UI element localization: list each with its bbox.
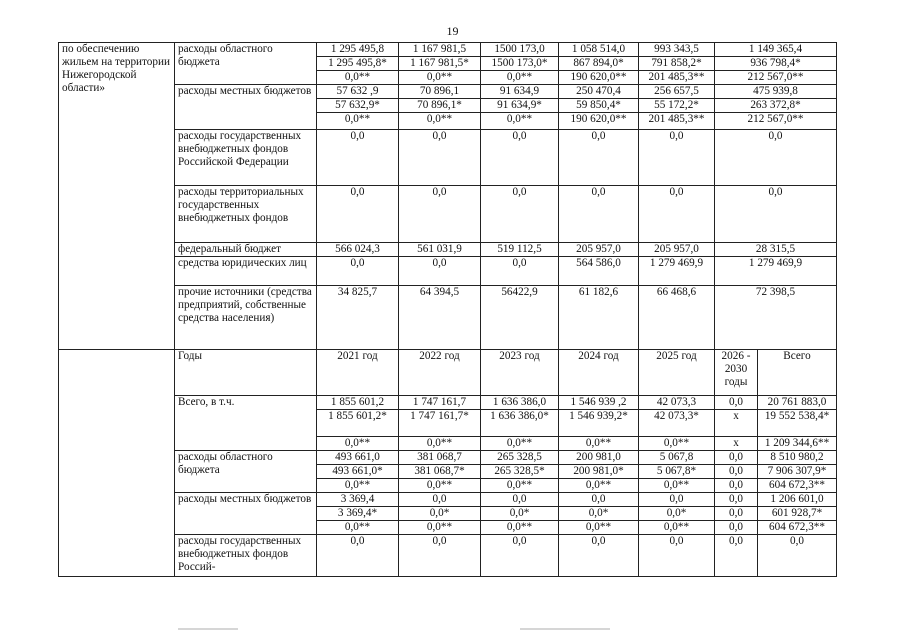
value-cell: 200 981,0*: [559, 465, 639, 479]
value-cell: 59 850,4*: [559, 99, 639, 113]
value-cell: 0,0: [715, 130, 837, 186]
value-cell: 1 206 601,0: [758, 493, 837, 507]
value-cell: 19 552 538,4*: [758, 410, 837, 437]
value-cell: 0,0: [715, 493, 758, 507]
year-header: 2026 - 2030 годы: [715, 350, 758, 396]
value-cell: 190 620,0**: [559, 71, 639, 85]
value-cell: 70 896,1*: [399, 99, 481, 113]
value-cell: 0,0: [481, 493, 559, 507]
value-cell: 604 672,3**: [758, 479, 837, 493]
year-header: 2025 год: [639, 350, 715, 396]
value-cell: 42 073,3*: [639, 410, 715, 437]
value-cell: 91 634,9: [481, 85, 559, 99]
value-cell: 0,0: [639, 130, 715, 186]
value-cell: 475 939,8: [715, 85, 837, 99]
value-cell: 566 024,3: [317, 243, 399, 257]
value-cell: 1 167 981,5*: [399, 57, 481, 71]
value-cell: 0,0: [317, 186, 399, 243]
value-cell: 0,0: [399, 493, 481, 507]
value-cell: 201 485,3**: [639, 71, 715, 85]
value-cell: 0,0**: [559, 479, 639, 493]
value-cell: 212 567,0**: [715, 113, 837, 130]
value-cell: 1 855 601,2*: [317, 410, 399, 437]
value-cell: 0,0: [481, 186, 559, 243]
value-cell: 72 398,5: [715, 286, 837, 350]
value-cell: 0,0: [715, 451, 758, 465]
value-cell: 1 058 514,0: [559, 43, 639, 57]
value-cell: 66 468,6: [639, 286, 715, 350]
value-cell: 0,0**: [317, 113, 399, 130]
value-cell: 0,0: [758, 535, 837, 577]
value-cell: 993 343,5: [639, 43, 715, 57]
value-cell: 20 761 883,0: [758, 396, 837, 410]
value-cell: 0,0**: [399, 113, 481, 130]
table-row: [59, 451, 837, 465]
value-cell: 5 067,8*: [639, 465, 715, 479]
value-cell: 1 546 939 ,2: [559, 396, 639, 410]
value-cell: 91 634,9*: [481, 99, 559, 113]
value-cell: 256 657,5: [639, 85, 715, 99]
value-cell: 263 372,8*: [715, 99, 837, 113]
value-cell: 0,0: [317, 535, 399, 577]
value-cell: 1 279 469,9: [639, 257, 715, 286]
row-label: расходы государственных внебюджетных фондов Российской Федерации: [175, 130, 317, 186]
table-row: [59, 186, 837, 243]
value-cell: 190 620,0**: [559, 113, 639, 130]
row-label: расходы государственных внебюджетных фондов Россий-: [175, 535, 317, 577]
year-header: 2024 год: [559, 350, 639, 396]
value-cell: 0,0: [639, 493, 715, 507]
value-cell: 0,0: [715, 521, 758, 535]
row-label: Всего, в т.ч.: [175, 396, 317, 451]
value-cell: 56422,9: [481, 286, 559, 350]
value-cell: х: [715, 410, 758, 437]
year-header: 2023 год: [481, 350, 559, 396]
table-row: [59, 257, 837, 286]
value-cell: 0,0: [481, 535, 559, 577]
value-cell: 0,0**: [399, 437, 481, 451]
value-cell: 867 894,0*: [559, 57, 639, 71]
value-cell: 0,0**: [559, 521, 639, 535]
value-cell: 250 470,4: [559, 85, 639, 99]
value-cell: 493 661,0*: [317, 465, 399, 479]
value-cell: 0,0**: [399, 479, 481, 493]
value-cell: 0,0: [399, 257, 481, 286]
value-cell: 0,0**: [481, 113, 559, 130]
value-cell: 1 546 939,2*: [559, 410, 639, 437]
value-cell: 1 149 365,4: [715, 43, 837, 57]
value-cell: 1 167 981,5: [399, 43, 481, 57]
value-cell: 55 172,2*: [639, 99, 715, 113]
budget-table: [58, 42, 837, 577]
value-cell: 0,0: [481, 130, 559, 186]
value-cell: 1 295 495,8*: [317, 57, 399, 71]
value-cell: 1500 173,0: [481, 43, 559, 57]
value-cell: 0,0**: [481, 521, 559, 535]
value-cell: 1 636 386,0*: [481, 410, 559, 437]
value-cell: 64 394,5: [399, 286, 481, 350]
row-label: прочие источники (средства предприятий, собственные средства населения): [175, 286, 317, 350]
value-cell: 0,0**: [317, 437, 399, 451]
value-cell: 0,0*: [559, 507, 639, 521]
value-cell: 70 896,1: [399, 85, 481, 99]
table-row: [59, 493, 837, 507]
value-cell: 3 369,4*: [317, 507, 399, 521]
table-row: [59, 396, 837, 410]
value-cell: 936 798,4*: [715, 57, 837, 71]
table-row: [59, 43, 837, 57]
value-cell: 0,0: [481, 257, 559, 286]
value-cell: 1 855 601,2: [317, 396, 399, 410]
value-cell: 5 067,8: [639, 451, 715, 465]
value-cell: 34 825,7: [317, 286, 399, 350]
value-cell: 601 928,7*: [758, 507, 837, 521]
value-cell: 0,0: [399, 535, 481, 577]
table-row: [59, 85, 837, 99]
value-cell: 0,0**: [481, 479, 559, 493]
value-cell: 0,0**: [317, 521, 399, 535]
value-cell: 1 295 495,8: [317, 43, 399, 57]
value-cell: 0,0**: [481, 71, 559, 85]
value-cell: 0,0: [399, 186, 481, 243]
row-label: средства юридических лиц: [175, 257, 317, 286]
value-cell: 200 981,0: [559, 451, 639, 465]
value-cell: 0,0: [715, 479, 758, 493]
value-cell: 0,0: [559, 130, 639, 186]
value-cell: 0,0: [715, 507, 758, 521]
year-header: 2022 год: [399, 350, 481, 396]
value-cell: 0,0**: [639, 479, 715, 493]
value-cell: 0,0: [715, 396, 758, 410]
row-label: расходы местных бюджетов: [175, 85, 317, 130]
year-header: Всего: [758, 350, 837, 396]
value-cell: 0,0**: [317, 71, 399, 85]
value-cell: 265 328,5*: [481, 465, 559, 479]
value-cell: 604 672,3**: [758, 521, 837, 535]
value-cell: 0,0**: [399, 71, 481, 85]
value-cell: 791 858,2*: [639, 57, 715, 71]
value-cell: 0,0*: [481, 507, 559, 521]
value-cell: 28 315,5: [715, 243, 837, 257]
value-cell: 8 510 980,2: [758, 451, 837, 465]
value-cell: 493 661,0: [317, 451, 399, 465]
value-cell: 57 632 ,9: [317, 85, 399, 99]
value-cell: 0,0: [317, 257, 399, 286]
value-cell: 3 369,4: [317, 493, 399, 507]
value-cell: 0,0: [639, 535, 715, 577]
value-cell: 0,0**: [559, 437, 639, 451]
value-cell: 0,0: [317, 130, 399, 186]
years-header-label: Годы: [175, 350, 317, 396]
table-row: [59, 243, 837, 257]
scan-artifact: [178, 628, 238, 630]
value-cell: 61 182,6: [559, 286, 639, 350]
value-cell: 561 031,9: [399, 243, 481, 257]
value-cell: 1 747 161,7*: [399, 410, 481, 437]
year-header: 2021 год: [317, 350, 399, 396]
value-cell: 205 957,0: [639, 243, 715, 257]
value-cell: 0,0**: [639, 437, 715, 451]
value-cell: 0,0: [559, 493, 639, 507]
value-cell: 0,0: [715, 465, 758, 479]
value-cell: х: [715, 437, 758, 451]
value-cell: 42 073,3: [639, 396, 715, 410]
value-cell: 519 112,5: [481, 243, 559, 257]
row-label: расходы областного бюджета: [175, 43, 317, 85]
table-row: [59, 535, 837, 577]
row-label: расходы местных бюджетов: [175, 493, 317, 535]
value-cell: 0,0: [715, 186, 837, 243]
value-cell: 0,0*: [399, 507, 481, 521]
program-label-cell: по обеспечению жильем на территории Нижегородской области»: [59, 43, 175, 350]
table-row: [59, 286, 837, 350]
value-cell: 1 636 386,0: [481, 396, 559, 410]
value-cell: 0,0: [399, 130, 481, 186]
value-cell: 381 068,7*: [399, 465, 481, 479]
row-label: расходы территориальных государственных внебюджетных фондов: [175, 186, 317, 243]
value-cell: 57 632,9*: [317, 99, 399, 113]
value-cell: 7 906 307,9*: [758, 465, 837, 479]
scan-artifact: [520, 628, 610, 630]
value-cell: 0,0: [639, 186, 715, 243]
table-row: [59, 130, 837, 186]
value-cell: 0,0: [559, 535, 639, 577]
value-cell: 0,0**: [639, 521, 715, 535]
value-cell: 564 586,0: [559, 257, 639, 286]
row-label: федеральный бюджет: [175, 243, 317, 257]
value-cell: 1 209 344,6**: [758, 437, 837, 451]
value-cell: 1500 173,0*: [481, 57, 559, 71]
row-label: расходы областного бюджета: [175, 451, 317, 493]
value-cell: 0,0**: [399, 521, 481, 535]
value-cell: 0,0*: [639, 507, 715, 521]
value-cell: 1 279 469,9: [715, 257, 837, 286]
program-label-cell: [59, 350, 175, 577]
value-cell: 0,0: [559, 186, 639, 243]
value-cell: 265 328,5: [481, 451, 559, 465]
value-cell: 212 567,0**: [715, 71, 837, 85]
value-cell: 205 957,0: [559, 243, 639, 257]
table-row: [59, 350, 837, 396]
value-cell: 0,0: [715, 535, 758, 577]
value-cell: 0,0**: [317, 479, 399, 493]
value-cell: 0,0**: [481, 437, 559, 451]
value-cell: 1 747 161,7: [399, 396, 481, 410]
value-cell: 381 068,7: [399, 451, 481, 465]
page-number: 19: [446, 24, 459, 38]
value-cell: 201 485,3**: [639, 113, 715, 130]
